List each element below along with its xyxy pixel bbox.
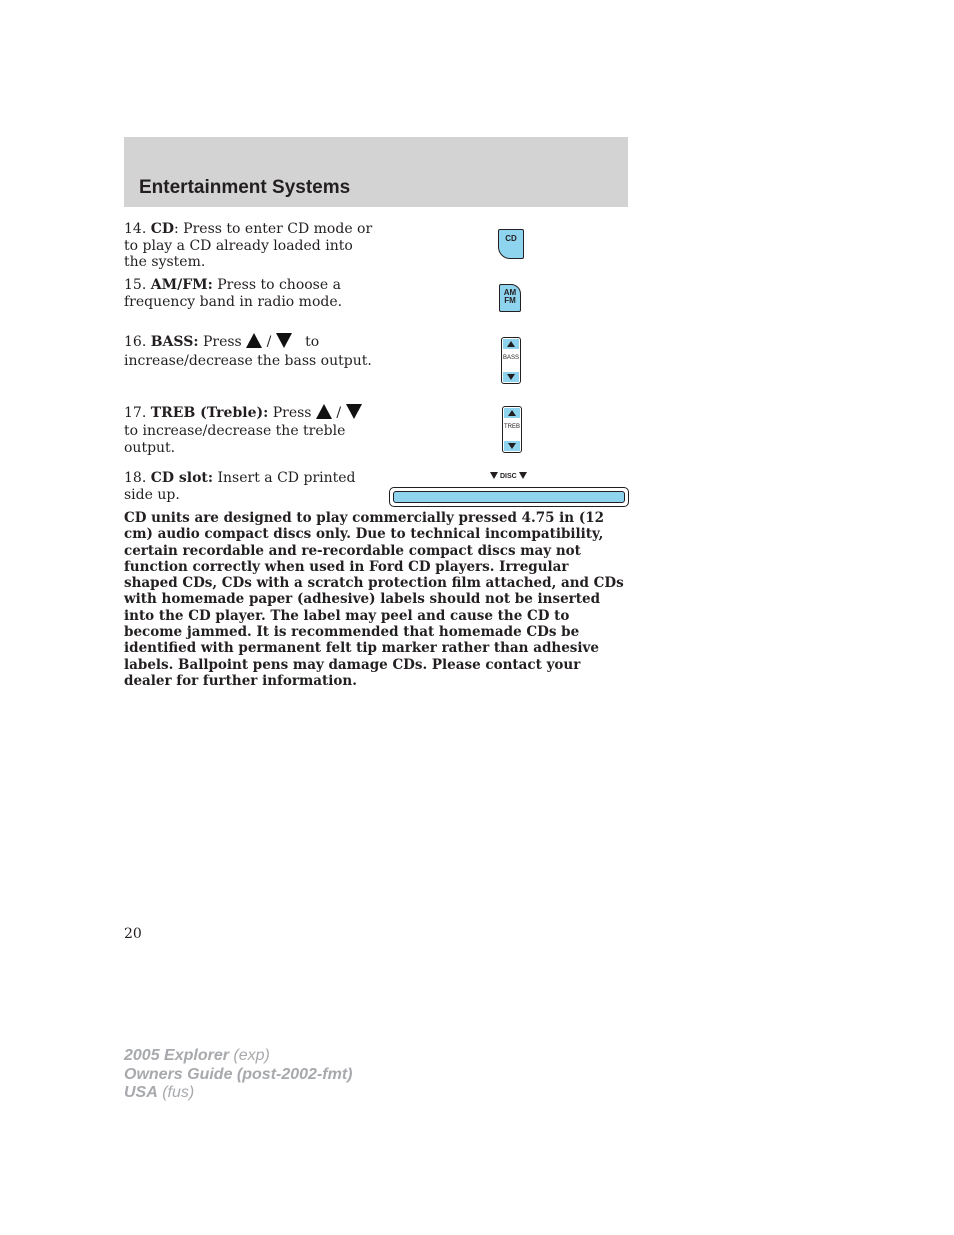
item-to: to (305, 334, 320, 350)
down-arrow-icon (346, 404, 362, 419)
footer-guide: Owners Guide (post-2002-fmt) (124, 1065, 353, 1083)
item-number: 15. (124, 277, 147, 293)
page-number: 20 (124, 926, 142, 942)
item-number: 14. (124, 221, 147, 237)
footer-model: 2005 Explorer (124, 1047, 229, 1064)
footer-market: USA (124, 1084, 158, 1101)
cd-button-label: CD (505, 234, 517, 243)
item-text: to increase/decrease the treble output. (124, 423, 346, 456)
cd-slot-illustration (389, 487, 629, 507)
down-arrow-icon (490, 472, 498, 479)
treb-rocker-illustration (502, 406, 522, 453)
item-text: increase/decrease the bass output. (124, 353, 372, 369)
up-arrow-icon (504, 408, 520, 418)
item-bass (124, 333, 380, 371)
item-text: : Press to enter CD mode or to play a CD already loaded into the system. (124, 221, 373, 270)
item-press: Press (198, 334, 242, 350)
bass-rocker-illustration (501, 337, 521, 384)
item-cd (124, 221, 380, 271)
item-treb (124, 404, 380, 456)
am-label: AM (503, 288, 517, 297)
cd-button-illustration (498, 229, 524, 259)
cd-slot-opening (393, 491, 625, 503)
disc-label: DISC (500, 473, 517, 480)
item-term: CD slot: (150, 470, 214, 486)
footer-market-code: (fus) (157, 1084, 195, 1101)
item-term: BASS: (150, 334, 199, 350)
treb-label: TREB (503, 424, 520, 430)
item-text: Insert a CD printed side up. (124, 470, 356, 503)
disc-indicator (488, 472, 529, 480)
item-number: 17. (124, 405, 147, 421)
item-number: 18. (124, 470, 147, 486)
amfm-button-illustration (499, 284, 521, 312)
down-arrow-icon (504, 441, 520, 451)
down-arrow-icon (519, 472, 527, 479)
section-header (124, 137, 628, 207)
cd-warning-paragraph: CD units are designed to play commercially pressed 4.75 in (12 cm) audio compact discs only. Due to technical incompatibility, certain recordable and re-recordable compact discs may not function correctly when used in Ford CD players. Irregular shaped CDs, CDs with a scratch protection film attached, and CDs with homemade paper (adhesive) labels should not be inserted into the CD player. The label may peel and cause the CD to become jammed. It is recommended that homemade CDs be identified with permanent felt tip marker rather than adhesive labels. Ballpoint pens may damage CDs. Please contact your dealer for further information. (124, 510, 624, 689)
bass-label: BASS (502, 355, 519, 361)
item-term: CD (150, 221, 175, 237)
item-amfm (124, 277, 380, 310)
document-footer (124, 1047, 352, 1103)
item-separator: / (336, 405, 342, 421)
item-press: Press (268, 405, 312, 421)
item-cd-slot (124, 470, 364, 503)
down-arrow-icon (503, 372, 519, 382)
down-arrow-icon (276, 333, 292, 348)
item-number: 16. (124, 334, 147, 350)
fm-label: FM (504, 296, 516, 305)
item-text: Press to choose a frequency band in radio mode. (124, 277, 343, 310)
item-term: TREB (Treble): (150, 405, 269, 421)
up-arrow-icon (246, 333, 262, 348)
item-term: AM/FM: (150, 277, 213, 293)
item-separator: / (266, 334, 272, 350)
up-arrow-icon (503, 339, 519, 349)
section-title: Entertainment Systems (139, 177, 351, 198)
up-arrow-icon (316, 404, 332, 419)
footer-model-code: (exp) (228, 1047, 270, 1064)
